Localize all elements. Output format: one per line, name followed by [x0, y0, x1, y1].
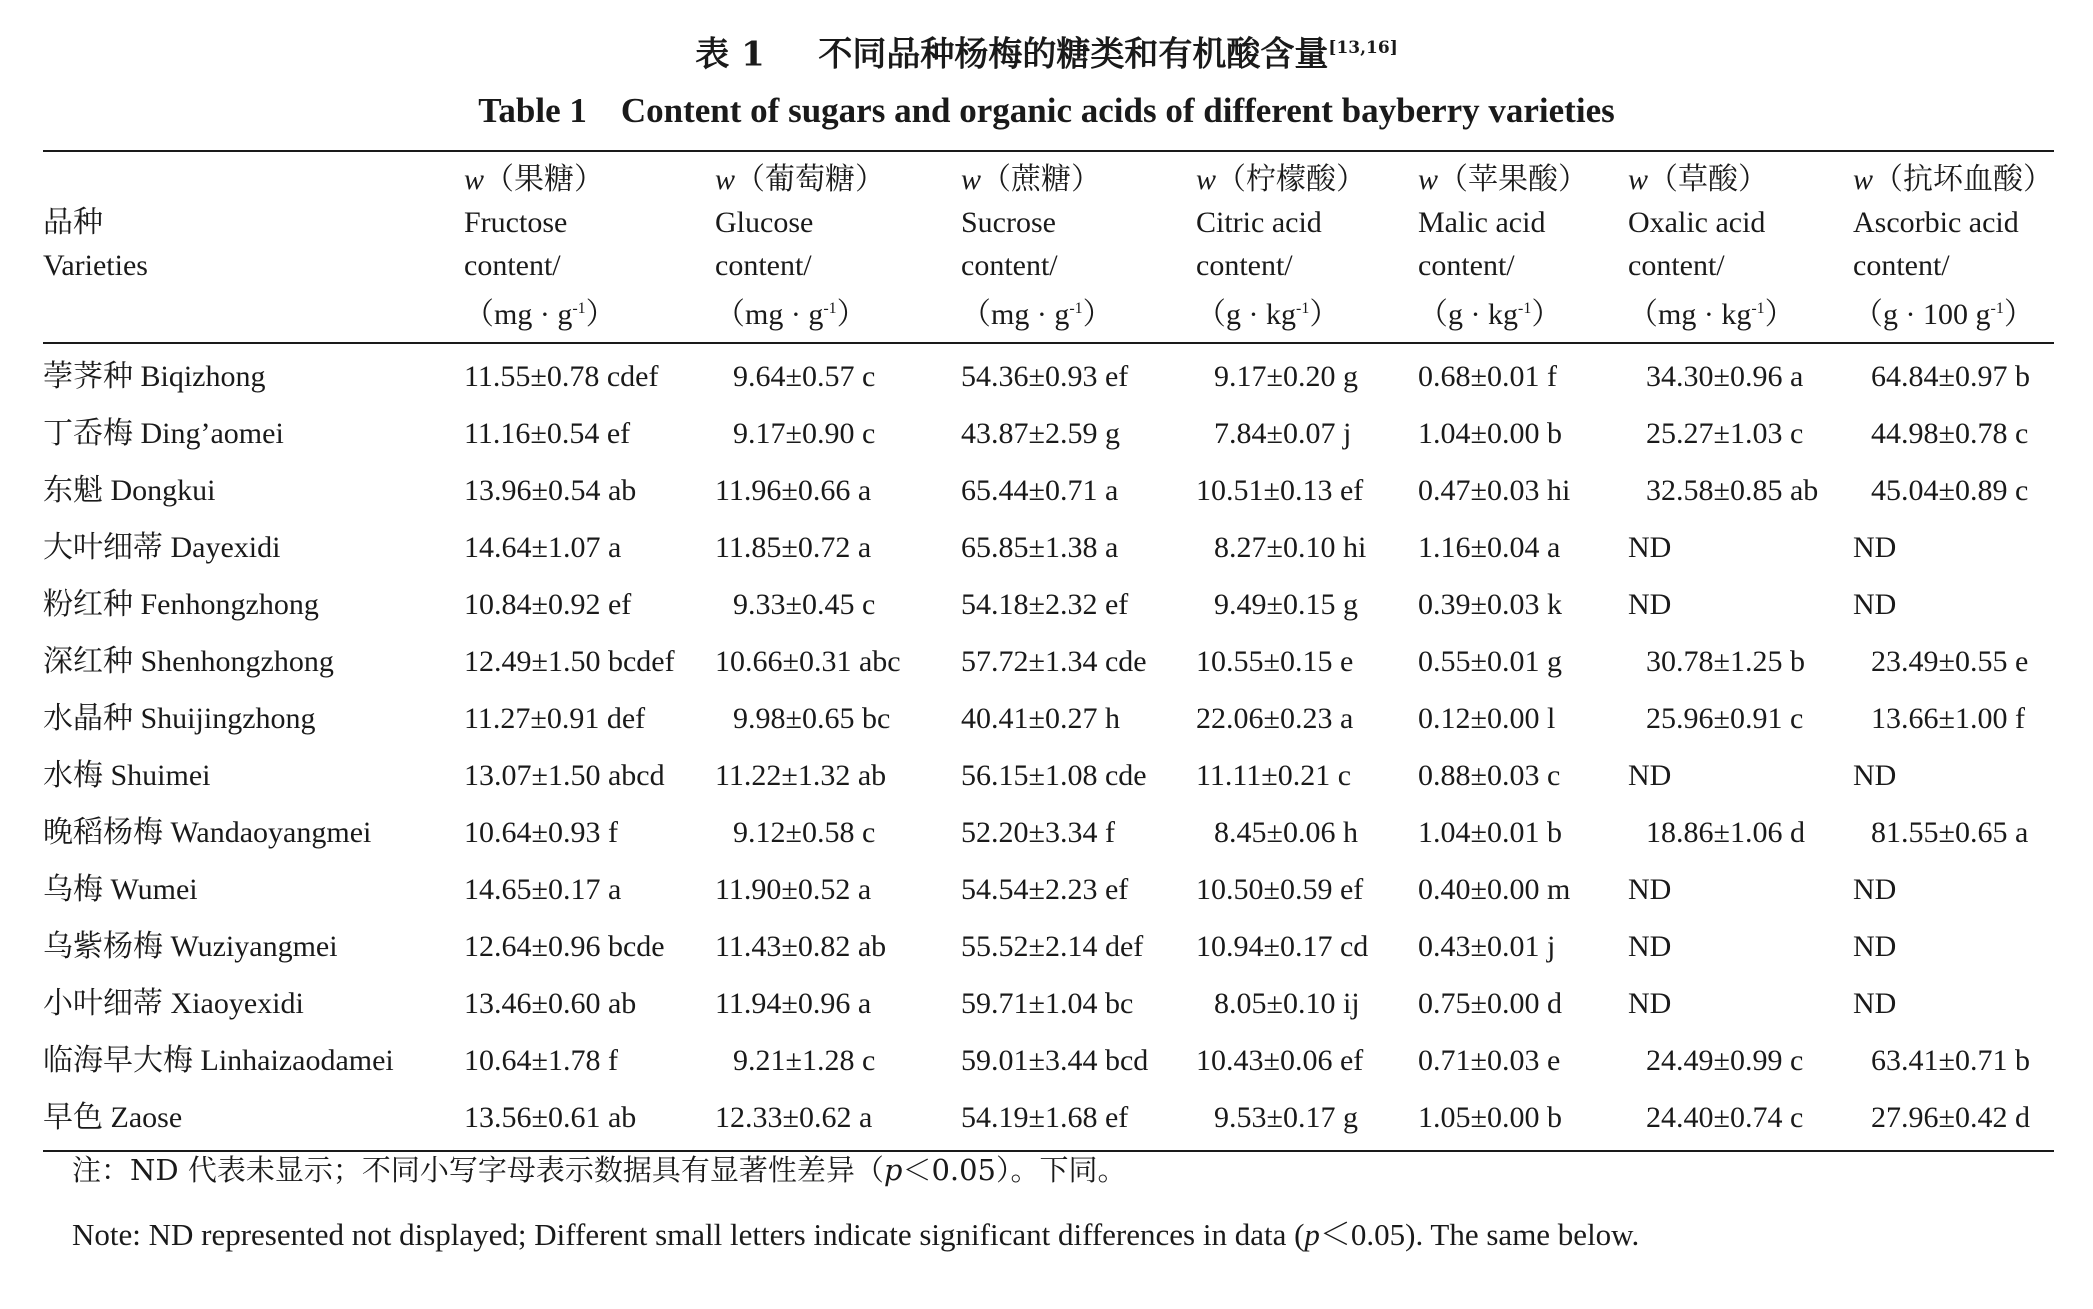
cell-citric: 9.53±0.17 g [1196, 1089, 1418, 1151]
table-row [43, 1089, 2054, 1151]
table-row [43, 975, 2054, 1032]
cell-sucrose: 54.19±1.68 ef [961, 1089, 1196, 1151]
cell-fructose: 14.65±0.17 a [464, 873, 622, 906]
column-header-cn: w（柠檬酸） [1196, 163, 1367, 196]
cell-glucose: 11.90±0.52 a [715, 873, 872, 906]
cell-sucrose: 59.71±1.04 bc [961, 987, 1134, 1020]
cell-malic: 0.55±0.01 g [1418, 645, 1562, 678]
cell-malic: 0.39±0.03 k [1418, 588, 1562, 621]
cell-glucose: 9.64±0.57 c [733, 360, 876, 393]
cell-fructose: 11.55±0.78 cdef [464, 360, 659, 393]
cell-oxalic: ND [1628, 930, 1672, 963]
table-title-en: Content of sugars and organic acids of different bayberry varieties [620, 91, 1615, 130]
cell-ascorbic: ND [1853, 930, 1897, 963]
column-header-cn: w（抗坏血酸） [1853, 163, 2054, 196]
cell-sucrose: 65.85±1.38 a [961, 531, 1119, 564]
cell-citric: 9.49±0.15 g [1214, 588, 1358, 621]
cell-citric: 9.17±0.20 g [1214, 360, 1358, 393]
table-row [43, 462, 2054, 519]
cell-oxalic: ND [1628, 873, 1672, 906]
cell-fructose: 10.64±0.93 f [464, 816, 618, 849]
cell-variety: 临海早大梅 Linhaizaodamei [43, 1044, 394, 1077]
cell-sucrose: 65.44±0.71 a [961, 474, 1119, 507]
cell-sucrose: 40.41±0.27 h [961, 702, 1120, 735]
cell-ascorbic: ND [1853, 987, 1897, 1020]
column-header-unit: $(mg \cdot g^{-1})$ [464, 298, 616, 331]
cell-oxalic: ND [1628, 531, 1672, 564]
cell-oxalic: 18.86±1.06 d [1646, 816, 1805, 849]
column-header-ascorbic [1853, 151, 2054, 343]
cell-glucose: 9.12±0.58 c [733, 816, 876, 849]
cell-malic: 0.68±0.01 f [1418, 360, 1557, 393]
cell-fructose: 14.64±1.07 a [464, 531, 622, 564]
cell-oxalic: 32.58±0.85 ab [1646, 474, 1819, 507]
note-cn-tail: ＜0.05）。下同。 [902, 1153, 1127, 1187]
cell-variety: 水梅 Shuimei [43, 759, 211, 792]
column-header-unit: $(g \cdot kg^{-1})$ [1196, 298, 1340, 331]
cell-oxalic: ND [1628, 759, 1672, 792]
table-row [43, 747, 2054, 804]
cell-variety: 深红种 Shenhongzhong [43, 645, 334, 678]
cell-sucrose: 56.15±1.08 cde [961, 759, 1147, 792]
cell-citric: 10.43±0.06 ef [1196, 1044, 1364, 1077]
column-header-en: Ascorbic acid [1853, 206, 2019, 239]
cell-oxalic: 25.27±1.03 c [1646, 417, 1804, 450]
cell-glucose: 9.98±0.65 bc [733, 702, 891, 735]
column-header-cn: w（蔗糖） [961, 163, 1102, 196]
cell-ascorbic: 13.66±1.00 f [1871, 702, 2025, 735]
cell-variety: 小叶细蒂 Xiaoyexidi [43, 987, 304, 1020]
cell-sucrose: 59.01±3.44 bcd [961, 1044, 1149, 1077]
column-header-cn: 品种 [43, 206, 103, 239]
cell-oxalic: 25.96±0.91 c [1646, 702, 1804, 735]
column-header-en: Sucrose [961, 206, 1056, 239]
cell-sucrose: 54.36±0.93 ef [961, 360, 1129, 393]
cell-glucose: 10.66±0.31 abc [715, 645, 901, 678]
column-header-oxalic [1628, 151, 1853, 343]
column-header-sucrose [961, 151, 1196, 343]
cell-glucose: 9.17±0.90 c [733, 417, 876, 450]
cell-fructose: 11.27±0.91 def [464, 702, 646, 735]
cell-fructose: 10.84±0.92 ef [464, 588, 632, 621]
table-row [43, 861, 2054, 918]
cell-fructose: 10.64±1.78 f [464, 1044, 618, 1077]
cell-glucose: 11.94±0.96 a [715, 987, 872, 1020]
column-header-en: Fructose [464, 206, 568, 239]
table-row [43, 405, 2054, 462]
cell-oxalic: 34.30±0.96 a [1646, 360, 1804, 393]
header-row [43, 151, 2054, 343]
column-header-content: content/ [1628, 249, 1725, 282]
note-en-text: Note: ND represented not displayed; Different small letters indicate significant differences in data ( [72, 1217, 1305, 1252]
cell-glucose: 11.85±0.72 a [715, 531, 872, 564]
note-cn-text: 注：ND 代表未显示；不同小写字母表示数据具有显著性差异（ [72, 1153, 884, 1187]
cell-malic: 0.88±0.03 c [1418, 759, 1561, 792]
cell-fructose: 13.56±0.61 ab [464, 1089, 715, 1151]
cell-ascorbic: 27.96±0.42 d [1853, 1089, 2054, 1151]
reference-mark: [13,16] [1328, 38, 1398, 58]
table-row [43, 804, 2054, 861]
cell-glucose: 9.33±0.45 c [733, 588, 876, 621]
cell-variety: 大叶细蒂 Dayexidi [43, 531, 281, 564]
cell-variety: 粉红种 Fenhongzhong [43, 588, 319, 621]
column-header-content: content/ [1418, 249, 1515, 282]
cell-sucrose: 57.72±1.34 cde [961, 645, 1147, 678]
column-header-unit: $(mg \cdot kg^{-1})$ [1628, 298, 1795, 331]
column-header-content: content/ [1196, 249, 1293, 282]
cell-fructose: 12.64±0.96 bcde [464, 930, 665, 963]
cell-glucose: 12.33±0.62 a [715, 1089, 961, 1151]
column-header-unit: $(g \cdot kg^{-1})$ [1418, 298, 1562, 331]
cell-fructose: 13.96±0.54 ab [464, 474, 637, 507]
cell-fructose: 13.46±0.60 ab [464, 987, 637, 1020]
column-header-content: content/ [961, 249, 1058, 282]
cell-ascorbic: ND [1853, 759, 1897, 792]
cell-ascorbic: ND [1853, 873, 1897, 906]
cell-glucose: 11.22±1.32 ab [715, 759, 887, 792]
note-en [72, 1215, 1639, 1255]
cell-citric: 11.11±0.21 c [1196, 759, 1352, 792]
table-caption-cn [0, 26, 2093, 76]
column-header-en: Glucose [715, 206, 814, 239]
column-header-cn: w（草酸） [1628, 163, 1769, 196]
note-en-p: p [1304, 1217, 1320, 1252]
cell-malic: 0.71±0.03 e [1418, 1044, 1561, 1077]
cell-variety: 东魁 Dongkui [43, 474, 216, 507]
table-header [43, 151, 2054, 343]
cell-variety: 晚稻杨梅 Wandaoyangmei [43, 816, 372, 849]
column-header-citric [1196, 151, 1418, 343]
cell-oxalic: ND [1628, 588, 1672, 621]
column-header-content: content/ [464, 249, 561, 282]
cell-ascorbic: ND [1853, 531, 1897, 564]
cell-sucrose: 43.87±2.59 g [961, 417, 1120, 450]
table-row [43, 576, 2054, 633]
column-header-glucose [715, 151, 961, 343]
cell-ascorbic: ND [1853, 588, 1897, 621]
cell-ascorbic: 44.98±0.78 c [1871, 417, 2029, 450]
cell-variety: 早色 Zaose [43, 1089, 464, 1151]
cell-variety: 丁岙梅 Ding’aomei [43, 417, 284, 450]
table-row [43, 690, 2054, 747]
cell-citric: 7.84±0.07 j [1214, 417, 1352, 450]
cell-malic: 0.75±0.00 d [1418, 987, 1562, 1020]
cell-variety: 荸荠种 Biqizhong [43, 360, 266, 393]
column-header-cn: w（葡萄糖） [715, 163, 886, 196]
cell-ascorbic: 64.84±0.97 b [1871, 360, 2030, 393]
cell-malic: 0.12±0.00 l [1418, 702, 1556, 735]
cell-malic: 1.05±0.00 b [1418, 1089, 1628, 1151]
cell-sucrose: 54.54±2.23 ef [961, 873, 1129, 906]
cell-ascorbic: 23.49±0.55 e [1871, 645, 2029, 678]
note-en-tail: ＜0.05). The same below. [1319, 1217, 1640, 1252]
note-cn-p: p [883, 1153, 903, 1187]
table-row [43, 343, 2054, 405]
cell-fructose: 12.49±1.50 bcdef [464, 645, 675, 678]
cell-citric: 8.05±0.10 ij [1214, 987, 1360, 1020]
cell-oxalic: ND [1628, 987, 1672, 1020]
column-header-unit: $(mg \cdot g^{-1})$ [961, 298, 1113, 331]
column-header-fructose [464, 151, 715, 343]
column-header-content: content/ [715, 249, 812, 282]
cell-oxalic: 24.40±0.74 c [1628, 1089, 1853, 1151]
table-title-cn: 不同品种杨梅的糖类和有机酸含量 [818, 34, 1329, 75]
table-row [43, 633, 2054, 690]
cell-ascorbic: 63.41±0.71 b [1871, 1044, 2030, 1077]
cell-citric: 8.45±0.06 h [1214, 816, 1358, 849]
table-row [43, 918, 2054, 975]
cell-citric: 22.06±0.23 a [1196, 702, 1354, 735]
cell-citric: 10.55±0.15 e [1196, 645, 1354, 678]
cell-variety: 乌梅 Wumei [43, 873, 198, 906]
cell-ascorbic: 81.55±0.65 a [1871, 816, 2029, 849]
table-label-en: Table 1 [478, 91, 587, 130]
cell-malic: 1.16±0.04 a [1418, 531, 1561, 564]
column-header-malic [1418, 151, 1628, 343]
cell-sucrose: 52.20±3.34 f [961, 816, 1115, 849]
column-header-unit: $(mg \cdot g^{-1})$ [715, 298, 867, 331]
column-header-variety [43, 151, 464, 343]
table-row [43, 519, 2054, 576]
cell-ascorbic: 45.04±0.89 c [1871, 474, 2029, 507]
cell-glucose: 11.96±0.66 a [715, 474, 872, 507]
cell-oxalic: 24.49±0.99 c [1646, 1044, 1804, 1077]
cell-malic: 0.47±0.03 hi [1418, 474, 1571, 507]
cell-sucrose: 54.18±2.32 ef [961, 588, 1129, 621]
column-header-cn: w（苹果酸） [1418, 163, 1589, 196]
column-header-content: content/ [1853, 249, 1950, 282]
table-body [43, 343, 2054, 1151]
column-header-en: Malic acid [1418, 206, 1546, 239]
column-header-en: Varieties [43, 249, 148, 282]
cell-malic: 0.40±0.00 m [1418, 873, 1571, 906]
cell-citric: 10.94±0.17 cd [1196, 930, 1369, 963]
table-label-cn: 表 1 [695, 34, 765, 75]
cell-malic: 1.04±0.01 b [1418, 816, 1562, 849]
cell-malic: 0.43±0.01 j [1418, 930, 1556, 963]
cell-glucose: 11.43±0.82 ab [715, 930, 887, 963]
cell-glucose: 9.21±1.28 c [733, 1044, 876, 1077]
table-caption-en [0, 88, 2093, 134]
column-header-cn: w（果糖） [464, 163, 605, 196]
cell-variety: 乌紫杨梅 Wuziyangmei [43, 930, 338, 963]
cell-sucrose: 55.52±2.14 def [961, 930, 1144, 963]
cell-citric: 10.50±0.59 ef [1196, 873, 1364, 906]
column-header-en: Oxalic acid [1628, 206, 1766, 239]
cell-citric: 10.51±0.13 ef [1196, 474, 1364, 507]
note-cn [72, 1150, 1127, 1190]
cell-citric: 8.27±0.10 hi [1214, 531, 1367, 564]
cell-oxalic: 30.78±1.25 b [1646, 645, 1805, 678]
cell-malic: 1.04±0.00 b [1418, 417, 1562, 450]
table-row [43, 1032, 2054, 1089]
cell-fructose: 11.16±0.54 ef [464, 417, 631, 450]
column-header-en: Citric acid [1196, 206, 1322, 239]
cell-fructose: 13.07±1.50 abcd [464, 759, 665, 792]
cell-variety: 水晶种 Shuijingzhong [43, 702, 316, 735]
data-table [43, 150, 2054, 1152]
column-header-unit: （g · 100 $g^{-1}$） [1853, 298, 2034, 331]
